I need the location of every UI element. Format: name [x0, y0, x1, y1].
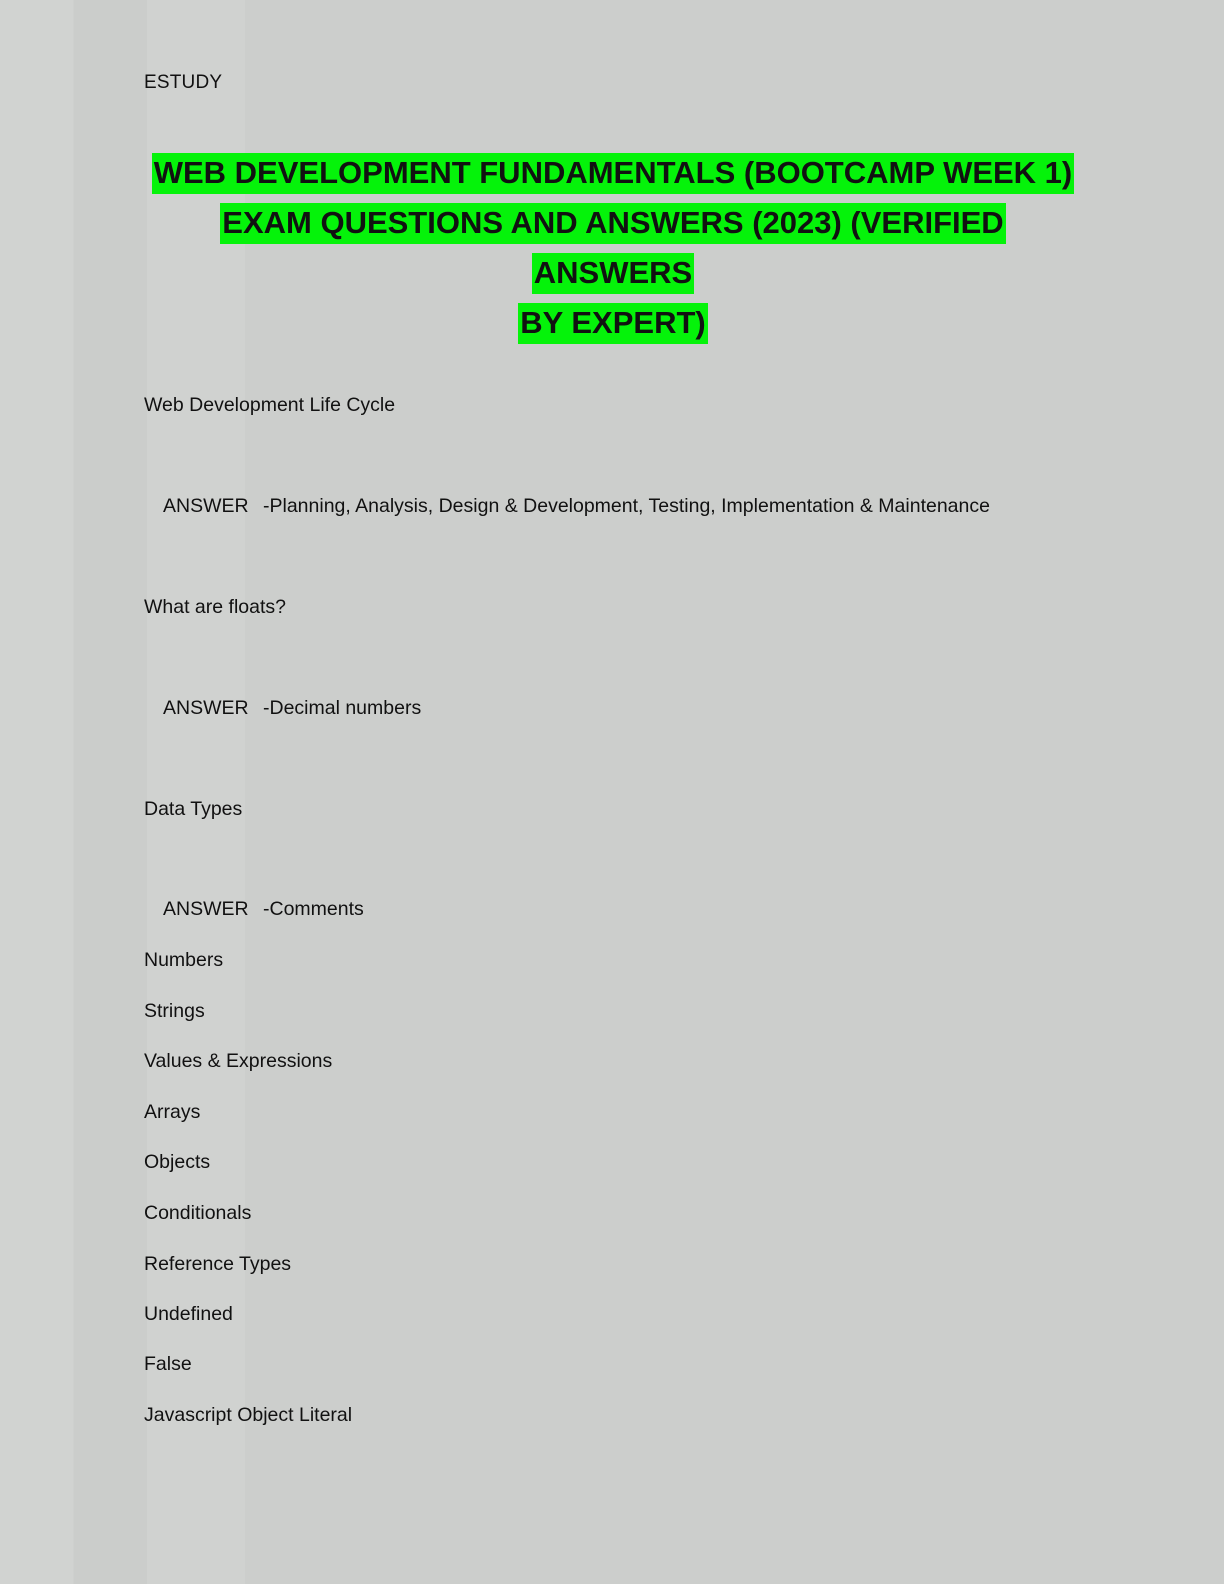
answer-tag: ANSWER — [163, 495, 249, 517]
answer-1 — [163, 495, 990, 518]
header-label: ESTUDY — [144, 72, 223, 93]
answer-3 — [163, 898, 364, 921]
answer-2 — [163, 697, 421, 720]
list-item: Javascript Object Literal — [144, 1404, 353, 1426]
list-item: Arrays — [144, 1101, 201, 1123]
list-item: Values & Expressions — [144, 1050, 333, 1072]
question-2: What are floats? — [144, 596, 286, 618]
answer-text: -Planning, Analysis, Design & Development, Testing, Implementation & Maintenance — [263, 495, 990, 517]
list-item: Strings — [144, 1000, 205, 1022]
answer-tag: ANSWER — [163, 898, 249, 920]
answer-tag: ANSWER — [163, 697, 249, 719]
question-1: Web Development Life Cycle — [144, 394, 396, 416]
answer-text: -Comments — [263, 898, 364, 920]
answer-text: -Decimal numbers — [263, 697, 422, 719]
title-line-2: EXAM QUESTIONS AND ANSWERS (2023) (VERIFIED ANSWERS — [220, 203, 1005, 294]
list-item: False — [144, 1353, 192, 1375]
title-line-1: WEB DEVELOPMENT FUNDAMENTALS (BOOTCAMP WEEK 1) — [152, 153, 1075, 194]
list-item: Objects — [144, 1151, 211, 1173]
question-3: Data Types — [144, 798, 243, 820]
title-line-3: BY EXPERT) — [518, 303, 707, 344]
list-item: Conditionals — [144, 1202, 252, 1224]
document-title — [140, 148, 1086, 348]
list-item: Numbers — [144, 949, 224, 971]
list-item: Undefined — [144, 1303, 233, 1325]
list-item: Reference Types — [144, 1253, 292, 1275]
